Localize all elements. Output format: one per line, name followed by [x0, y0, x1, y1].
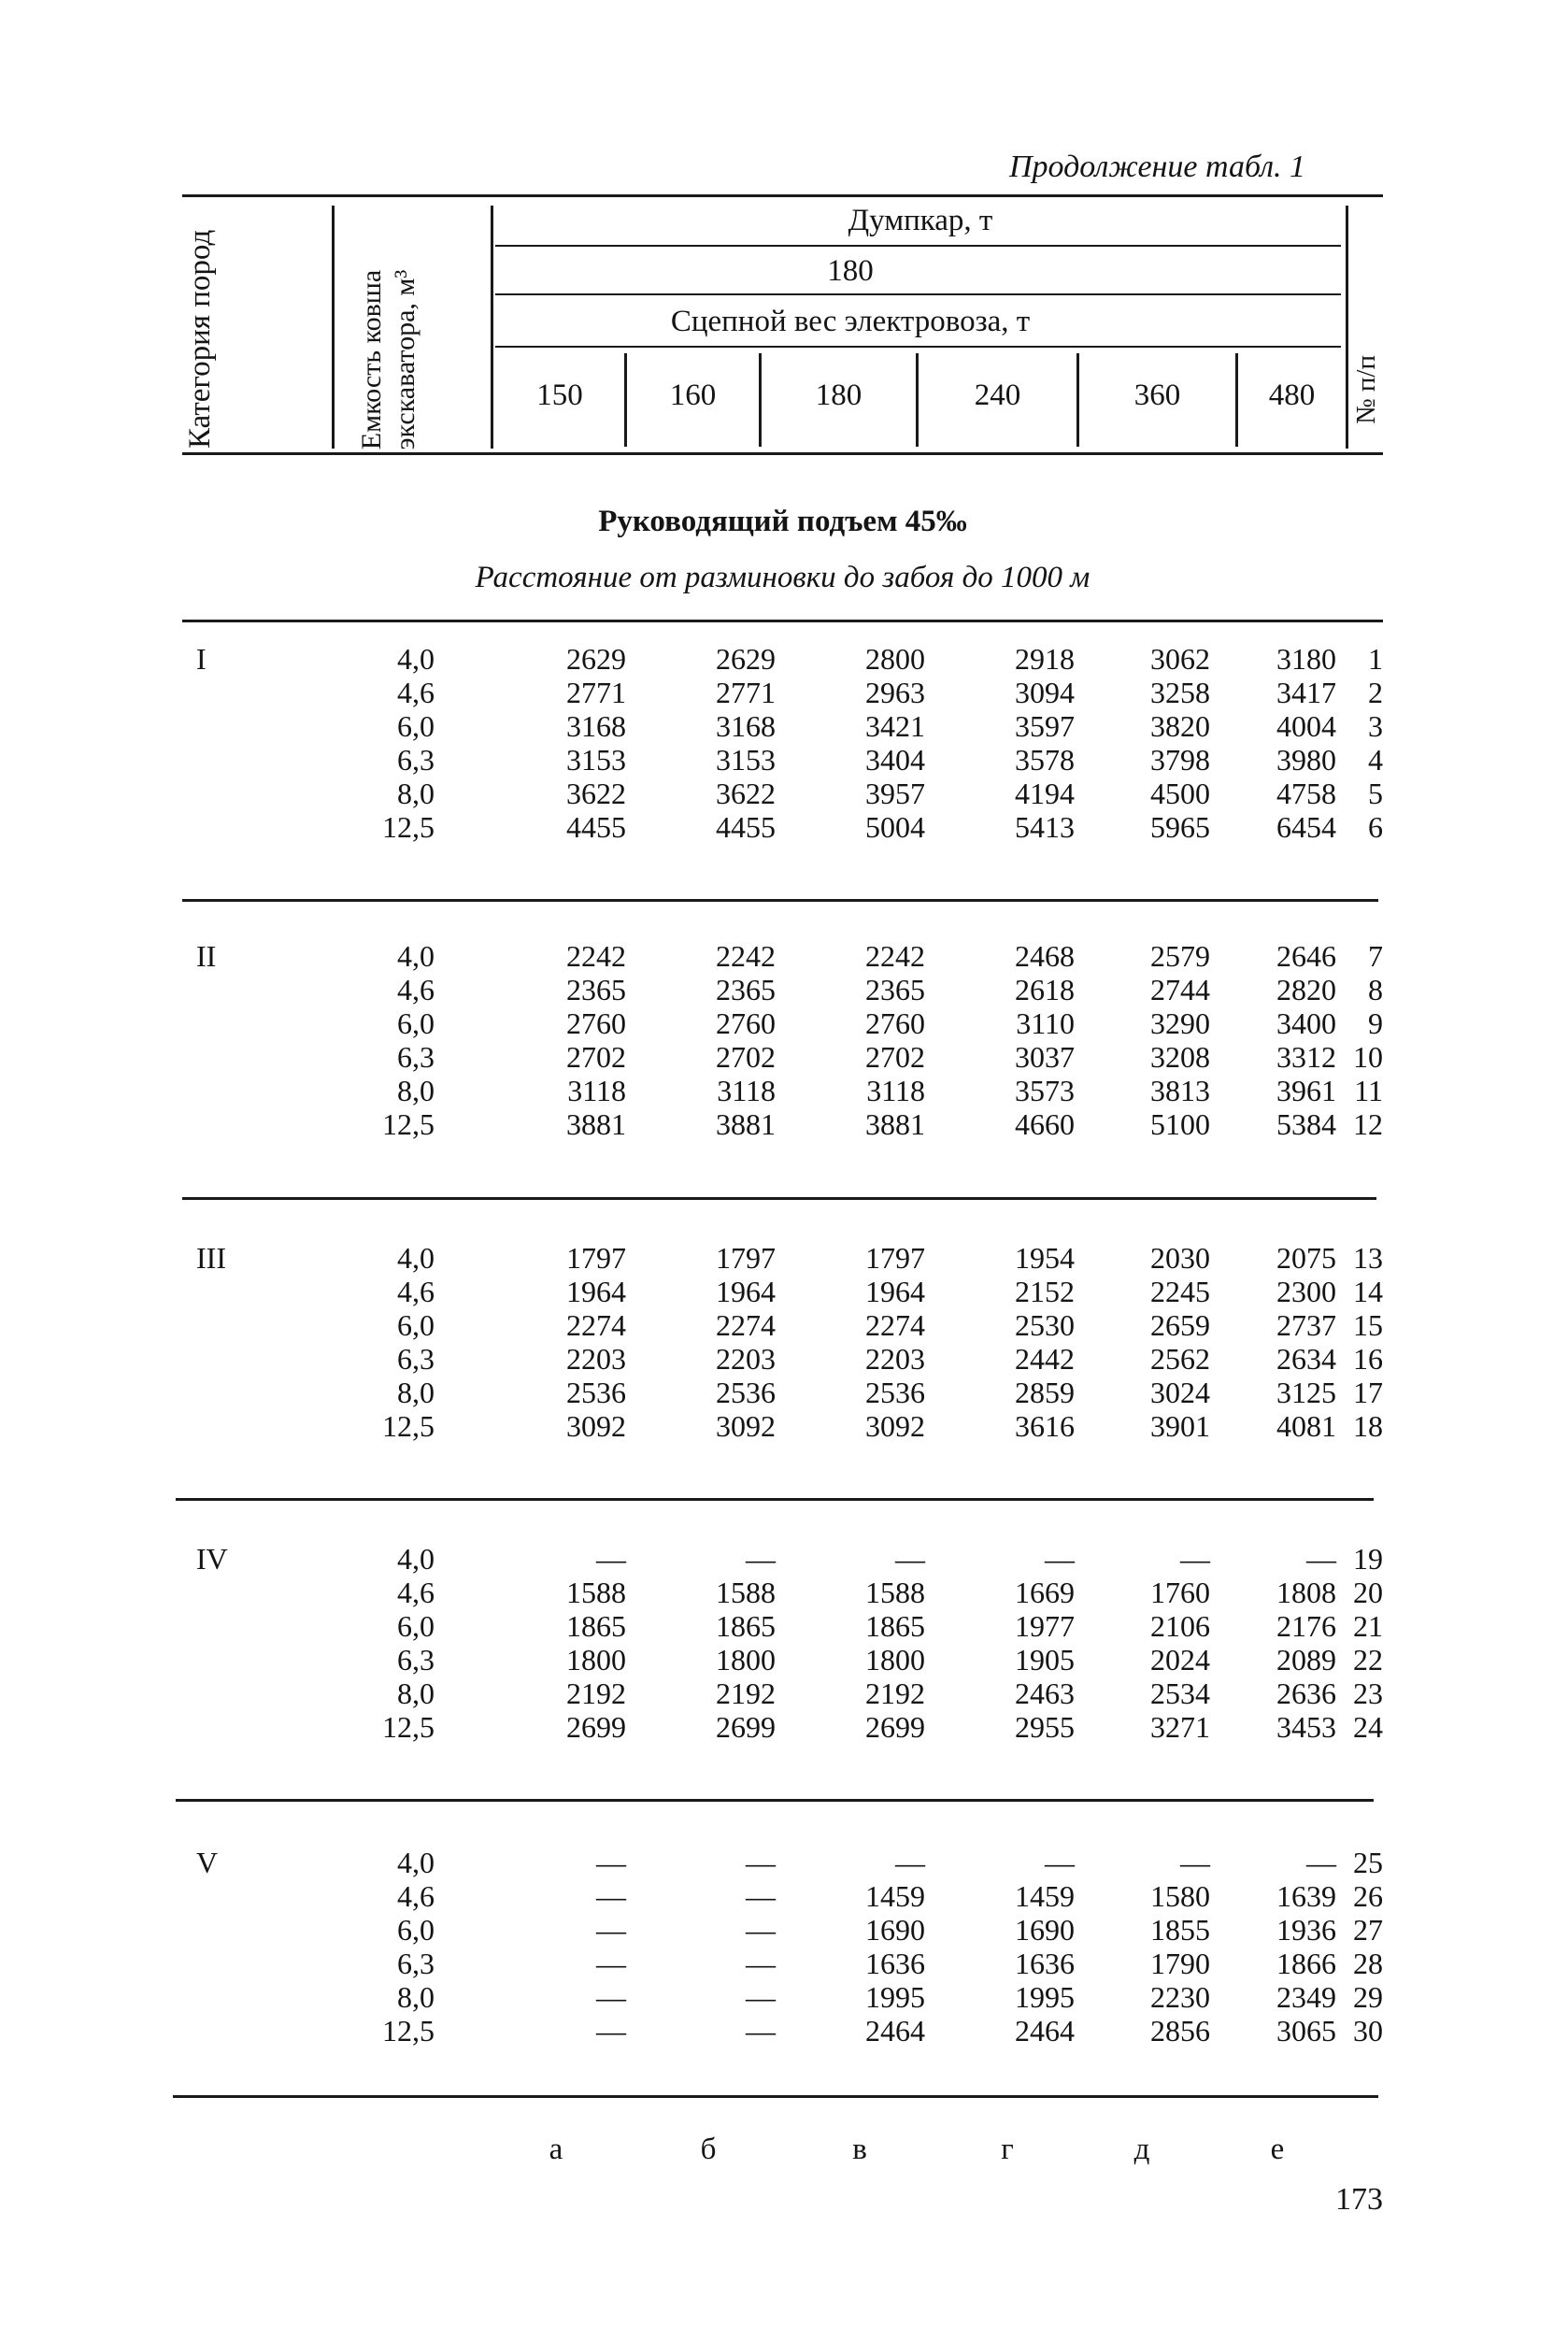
bucket-capacity-cell: 4,0 [397, 1846, 435, 1879]
category-label: IV [196, 1542, 228, 1576]
row-number-cell: 4 [1368, 743, 1383, 777]
bucket-capacity-cell: 4,0 [397, 1241, 435, 1275]
row-number-cell: 27 [1353, 1913, 1383, 1947]
bucket-capacity-cell: 6,0 [397, 1308, 435, 1342]
value-cell: 1580 [1150, 1879, 1210, 1913]
value-cell: 3290 [1150, 1006, 1210, 1040]
value-cell: 2300 [1276, 1275, 1336, 1308]
row-number-cell: 30 [1353, 2014, 1383, 2048]
value-cell: — [596, 2014, 626, 2048]
row-number-cell: 2 [1368, 676, 1383, 709]
value-cell: 1808 [1276, 1576, 1336, 1609]
value-cell: 2760 [716, 1006, 776, 1040]
value-cell: 2699 [865, 1710, 925, 1744]
value-cell: 2203 [865, 1342, 925, 1376]
value-cell: 2699 [566, 1710, 626, 1744]
bucket-capacity-cell: 8,0 [397, 1376, 435, 1409]
value-cell: 2659 [1150, 1308, 1210, 1342]
row-number-cell: 10 [1353, 1040, 1383, 1074]
section-subtitle: Расстояние от разминовки до забоя до 1000 м [475, 561, 1090, 594]
header-bucket-capacity: Емкость ковша экскаватора, м³ [356, 269, 421, 450]
column-letter: б [700, 2133, 717, 2166]
value-cell: 1936 [1276, 1913, 1336, 1947]
value-cell: 3118 [866, 1074, 925, 1107]
bucket-capacity-cell: 6,0 [397, 1609, 435, 1643]
value-cell: 3094 [1015, 676, 1075, 709]
value-cell: 3168 [566, 709, 626, 743]
value-cell: 3881 [716, 1107, 776, 1141]
value-cell: 3453 [1276, 1710, 1336, 1744]
value-cell: 3092 [716, 1409, 776, 1443]
value-cell: — [1306, 1542, 1336, 1576]
value-cell: 2365 [566, 973, 626, 1006]
value-cell: 5965 [1150, 810, 1210, 844]
value-cell: — [1045, 1542, 1075, 1576]
value-cell: 1964 [716, 1275, 776, 1308]
value-cell: 2562 [1150, 1342, 1210, 1376]
bucket-capacity-cell: 4,6 [397, 1275, 435, 1308]
column-letter: е [1270, 2133, 1285, 2166]
value-cell: 1588 [566, 1576, 626, 1609]
value-cell: 1865 [716, 1609, 776, 1643]
value-cell: 4194 [1015, 777, 1075, 810]
header-row-number: № п/п [1351, 355, 1381, 425]
header-rule [495, 346, 1341, 348]
bucket-capacity-cell: 6,3 [397, 1643, 435, 1677]
value-cell: 2760 [865, 1006, 925, 1040]
value-cell: 2702 [865, 1040, 925, 1074]
group-rule [182, 620, 1383, 622]
value-cell: 3820 [1150, 709, 1210, 743]
value-cell: 3312 [1276, 1040, 1336, 1074]
row-number-cell: 20 [1353, 1576, 1383, 1609]
value-cell: 3597 [1015, 709, 1075, 743]
value-cell: 5384 [1276, 1107, 1336, 1141]
value-cell: 2365 [716, 973, 776, 1006]
bucket-capacity-cell: 6,3 [397, 1947, 435, 1980]
header-dumpcar-value: 180 [827, 254, 874, 288]
value-cell: 3573 [1015, 1074, 1075, 1107]
row-number-cell: 29 [1353, 1980, 1383, 2014]
value-cell: — [596, 1947, 626, 1980]
value-cell: 3961 [1276, 1074, 1336, 1107]
bucket-capacity-cell: 4,0 [397, 939, 435, 973]
value-cell: 4004 [1276, 709, 1336, 743]
value-cell: 2618 [1015, 973, 1075, 1006]
value-cell: 1800 [716, 1643, 776, 1677]
bucket-capacity-cell: 12,5 [382, 1710, 435, 1744]
value-cell: 2737 [1276, 1308, 1336, 1342]
header-category: Категория пород [183, 229, 217, 449]
row-number-cell: 5 [1368, 777, 1383, 810]
value-cell: 2534 [1150, 1677, 1210, 1710]
value-cell: 3421 [865, 709, 925, 743]
value-cell: 3980 [1276, 743, 1336, 777]
header-weight-150: 150 [536, 378, 583, 412]
value-cell: 1690 [1015, 1913, 1075, 1947]
group-rule [182, 899, 1378, 902]
value-cell: 3118 [567, 1074, 626, 1107]
value-cell: 1639 [1276, 1879, 1336, 1913]
value-cell: 2800 [865, 642, 925, 676]
value-cell: 1636 [865, 1947, 925, 1980]
value-cell: — [746, 1947, 776, 1980]
value-cell: — [895, 1846, 925, 1879]
group-rule [176, 1799, 1374, 1802]
value-cell: 2579 [1150, 939, 1210, 973]
value-cell: 2245 [1150, 1275, 1210, 1308]
category-label: I [196, 642, 207, 676]
header-adhesion-weight: Сцепной вес электровоза, т [670, 305, 1031, 338]
value-cell: 1797 [716, 1241, 776, 1275]
value-cell: 1760 [1150, 1576, 1210, 1609]
value-cell: 2349 [1276, 1980, 1336, 2014]
value-cell: 3125 [1276, 1376, 1336, 1409]
value-cell: 3258 [1150, 676, 1210, 709]
value-cell: 2075 [1276, 1241, 1336, 1275]
value-cell: 2771 [566, 676, 626, 709]
value-cell: 2771 [716, 676, 776, 709]
header-weight-480: 480 [1268, 378, 1316, 412]
value-cell: — [1180, 1542, 1210, 1576]
value-cell: 1964 [566, 1275, 626, 1308]
value-cell: 2024 [1150, 1643, 1210, 1677]
row-number-cell: 8 [1368, 973, 1383, 1006]
value-cell: 2468 [1015, 939, 1075, 973]
value-cell: 1800 [865, 1643, 925, 1677]
value-cell: 2274 [566, 1308, 626, 1342]
row-number-cell: 7 [1368, 939, 1383, 973]
header-weight-240: 240 [974, 378, 1021, 412]
bucket-capacity-cell: 8,0 [397, 1980, 435, 2014]
value-cell: 3065 [1276, 2014, 1336, 2048]
value-cell: 3622 [716, 777, 776, 810]
value-cell: 3037 [1015, 1040, 1075, 1074]
header-divider [491, 206, 493, 449]
value-cell: — [746, 1879, 776, 1913]
value-cell: 3180 [1276, 642, 1336, 676]
value-cell: 3062 [1150, 642, 1210, 676]
value-cell: 3404 [865, 743, 925, 777]
value-cell: 4455 [716, 810, 776, 844]
header-divider [332, 206, 335, 449]
row-number-cell: 16 [1353, 1342, 1383, 1376]
value-cell: 2230 [1150, 1980, 1210, 2014]
value-cell: 2955 [1015, 1710, 1075, 1744]
row-number-cell: 24 [1353, 1710, 1383, 1744]
category-label: II [196, 939, 217, 973]
value-cell: 1690 [865, 1913, 925, 1947]
header-rule [495, 245, 1341, 247]
value-cell: — [746, 1846, 776, 1879]
value-cell: 1977 [1015, 1609, 1075, 1643]
value-cell: 3271 [1150, 1710, 1210, 1744]
value-cell: — [746, 1980, 776, 2014]
row-number-cell: 6 [1368, 810, 1383, 844]
value-cell: — [596, 1980, 626, 2014]
row-number-cell: 21 [1353, 1609, 1383, 1643]
value-cell: 2646 [1276, 939, 1336, 973]
header-weight-360: 360 [1133, 378, 1181, 412]
value-cell: 2536 [865, 1376, 925, 1409]
row-number-cell: 12 [1353, 1107, 1383, 1141]
table-bottom-rule [173, 2095, 1378, 2098]
value-cell: 1459 [1015, 1879, 1075, 1913]
value-cell: 2176 [1276, 1609, 1336, 1643]
value-cell: 2274 [716, 1308, 776, 1342]
value-cell: 5413 [1015, 810, 1075, 844]
value-cell: 2242 [865, 939, 925, 973]
value-cell: 2152 [1015, 1275, 1075, 1308]
value-cell: 3092 [865, 1409, 925, 1443]
value-cell: 1669 [1015, 1576, 1075, 1609]
row-number-cell: 9 [1368, 1006, 1383, 1040]
bucket-capacity-cell: 6,0 [397, 1006, 435, 1040]
value-cell: 2106 [1150, 1609, 1210, 1643]
row-number-cell: 17 [1353, 1376, 1383, 1409]
value-cell: 3901 [1150, 1409, 1210, 1443]
bucket-capacity-cell: 12,5 [382, 2014, 435, 2048]
value-cell: 3578 [1015, 743, 1075, 777]
bucket-capacity-cell: 4,6 [397, 1879, 435, 1913]
value-cell: 4660 [1015, 1107, 1075, 1141]
row-number-cell: 1 [1368, 642, 1383, 676]
value-cell: 3813 [1150, 1074, 1210, 1107]
table-caption: Продолжение табл. 1 [1009, 150, 1306, 184]
column-letter: а [549, 2133, 563, 2166]
value-cell: — [1306, 1846, 1336, 1879]
value-cell: 1865 [566, 1609, 626, 1643]
value-cell: 3153 [716, 743, 776, 777]
value-cell: 3024 [1150, 1376, 1210, 1409]
bucket-capacity-cell: 4,6 [397, 973, 435, 1006]
value-cell: 1855 [1150, 1913, 1210, 1947]
value-cell: 2629 [566, 642, 626, 676]
value-cell: 2702 [566, 1040, 626, 1074]
header-top-rule [182, 194, 1383, 197]
bucket-capacity-cell: 6,0 [397, 709, 435, 743]
value-cell: — [746, 2014, 776, 2048]
value-cell: 2203 [716, 1342, 776, 1376]
group-rule [176, 1498, 1374, 1501]
value-cell: — [746, 1542, 776, 1576]
value-cell: 1995 [1015, 1980, 1075, 2014]
section-title: Руководящий подъем 45‰ [598, 505, 967, 538]
value-cell: — [596, 1542, 626, 1576]
value-cell: 3622 [566, 777, 626, 810]
value-cell: 1797 [566, 1241, 626, 1275]
row-number-cell: 26 [1353, 1879, 1383, 1913]
bucket-capacity-cell: 4,0 [397, 642, 435, 676]
value-cell: 1866 [1276, 1947, 1336, 1980]
row-number-cell: 3 [1368, 709, 1383, 743]
column-letter: г [1001, 2133, 1014, 2166]
value-cell: 1459 [865, 1879, 925, 1913]
column-letter: д [1133, 2133, 1150, 2166]
value-cell: 2859 [1015, 1376, 1075, 1409]
value-cell: 2918 [1015, 642, 1075, 676]
row-number-cell: 15 [1353, 1308, 1383, 1342]
value-cell: — [746, 1913, 776, 1947]
value-cell: 3092 [566, 1409, 626, 1443]
value-cell: 3118 [717, 1074, 776, 1107]
category-label: III [196, 1241, 226, 1275]
value-cell: 3957 [865, 777, 925, 810]
value-cell: 1797 [865, 1241, 925, 1275]
value-cell: 2242 [716, 939, 776, 973]
value-cell: 2089 [1276, 1643, 1336, 1677]
value-cell: 2744 [1150, 973, 1210, 1006]
value-cell: 2820 [1276, 973, 1336, 1006]
value-cell: 3400 [1276, 1006, 1336, 1040]
row-number-cell: 28 [1353, 1947, 1383, 1980]
value-cell: 2536 [716, 1376, 776, 1409]
value-cell: 3110 [1016, 1006, 1075, 1040]
value-cell: 1790 [1150, 1947, 1210, 1980]
value-cell: 3417 [1276, 676, 1336, 709]
header-weight-180: 180 [815, 378, 862, 412]
value-cell: — [895, 1542, 925, 1576]
column-letter: в [852, 2133, 867, 2166]
value-cell: 2530 [1015, 1308, 1075, 1342]
value-cell: 2636 [1276, 1677, 1336, 1710]
value-cell: 2192 [566, 1677, 626, 1710]
value-cell: 2030 [1150, 1241, 1210, 1275]
bucket-capacity-cell: 8,0 [397, 1677, 435, 1710]
value-cell: 2274 [865, 1308, 925, 1342]
value-cell: 4455 [566, 810, 626, 844]
header-rule [495, 293, 1341, 295]
value-cell: 3208 [1150, 1040, 1210, 1074]
header-weight-160: 160 [669, 378, 717, 412]
value-cell: 1865 [865, 1609, 925, 1643]
value-cell: 3881 [566, 1107, 626, 1141]
value-cell: 1954 [1015, 1241, 1075, 1275]
value-cell: 5004 [865, 810, 925, 844]
value-cell: 2442 [1015, 1342, 1075, 1376]
value-cell: 1964 [865, 1275, 925, 1308]
bucket-capacity-cell: 8,0 [397, 777, 435, 810]
value-cell: 2629 [716, 642, 776, 676]
bucket-capacity-cell: 4,6 [397, 1576, 435, 1609]
value-cell: 2463 [1015, 1677, 1075, 1710]
bucket-capacity-cell: 6,3 [397, 743, 435, 777]
value-cell: 1588 [865, 1576, 925, 1609]
value-cell: 2536 [566, 1376, 626, 1409]
value-cell: 4081 [1276, 1409, 1336, 1443]
value-cell: 1636 [1015, 1947, 1075, 1980]
value-cell: 2203 [566, 1342, 626, 1376]
value-cell: 5100 [1150, 1107, 1210, 1141]
bucket-capacity-cell: 6,3 [397, 1342, 435, 1376]
row-number-cell: 13 [1353, 1241, 1383, 1275]
header-dumpcar: Думпкар, т [848, 204, 993, 237]
value-cell: 3153 [566, 743, 626, 777]
value-cell: 2464 [1015, 2014, 1075, 2048]
value-cell: 1588 [716, 1576, 776, 1609]
value-cell: 2963 [865, 676, 925, 709]
value-cell: 2365 [865, 973, 925, 1006]
row-number-cell: 23 [1353, 1677, 1383, 1710]
value-cell: 1995 [865, 1980, 925, 2014]
value-cell: — [596, 1846, 626, 1879]
value-cell: — [596, 1879, 626, 1913]
value-cell: 3798 [1150, 743, 1210, 777]
row-number-cell: 22 [1353, 1643, 1383, 1677]
value-cell: 2192 [716, 1677, 776, 1710]
value-cell: 2760 [566, 1006, 626, 1040]
bucket-capacity-cell: 6,0 [397, 1913, 435, 1947]
value-cell: 4758 [1276, 777, 1336, 810]
value-cell: 1800 [566, 1643, 626, 1677]
row-number-cell: 19 [1353, 1542, 1383, 1576]
value-cell: 2242 [566, 939, 626, 973]
row-number-cell: 14 [1353, 1275, 1383, 1308]
value-cell: 2856 [1150, 2014, 1210, 2048]
value-cell: — [1045, 1846, 1075, 1879]
bucket-capacity-cell: 12,5 [382, 1409, 435, 1443]
value-cell: 3881 [865, 1107, 925, 1141]
bucket-capacity-cell: 4,6 [397, 676, 435, 709]
value-cell: — [1180, 1846, 1210, 1879]
row-number-cell: 25 [1353, 1846, 1383, 1879]
page-number: 173 [1335, 2182, 1383, 2217]
value-cell: 3616 [1015, 1409, 1075, 1443]
value-cell: — [596, 1913, 626, 1947]
bucket-capacity-cell: 12,5 [382, 810, 435, 844]
bucket-capacity-cell: 8,0 [397, 1074, 435, 1107]
value-cell: 2192 [865, 1677, 925, 1710]
value-cell: 6454 [1276, 810, 1336, 844]
value-cell: 3168 [716, 709, 776, 743]
bucket-capacity-cell: 6,3 [397, 1040, 435, 1074]
bucket-capacity-cell: 4,0 [397, 1542, 435, 1576]
category-label: V [196, 1846, 219, 1879]
value-cell: 2634 [1276, 1342, 1336, 1376]
value-cell: 2702 [716, 1040, 776, 1074]
bucket-capacity-cell: 12,5 [382, 1107, 435, 1141]
row-number-cell: 18 [1353, 1409, 1383, 1443]
row-number-cell: 11 [1354, 1074, 1383, 1107]
value-cell: 2464 [865, 2014, 925, 2048]
group-rule [182, 1197, 1376, 1200]
value-cell: 2699 [716, 1710, 776, 1744]
value-cell: 4500 [1150, 777, 1210, 810]
value-cell: 1905 [1015, 1643, 1075, 1677]
